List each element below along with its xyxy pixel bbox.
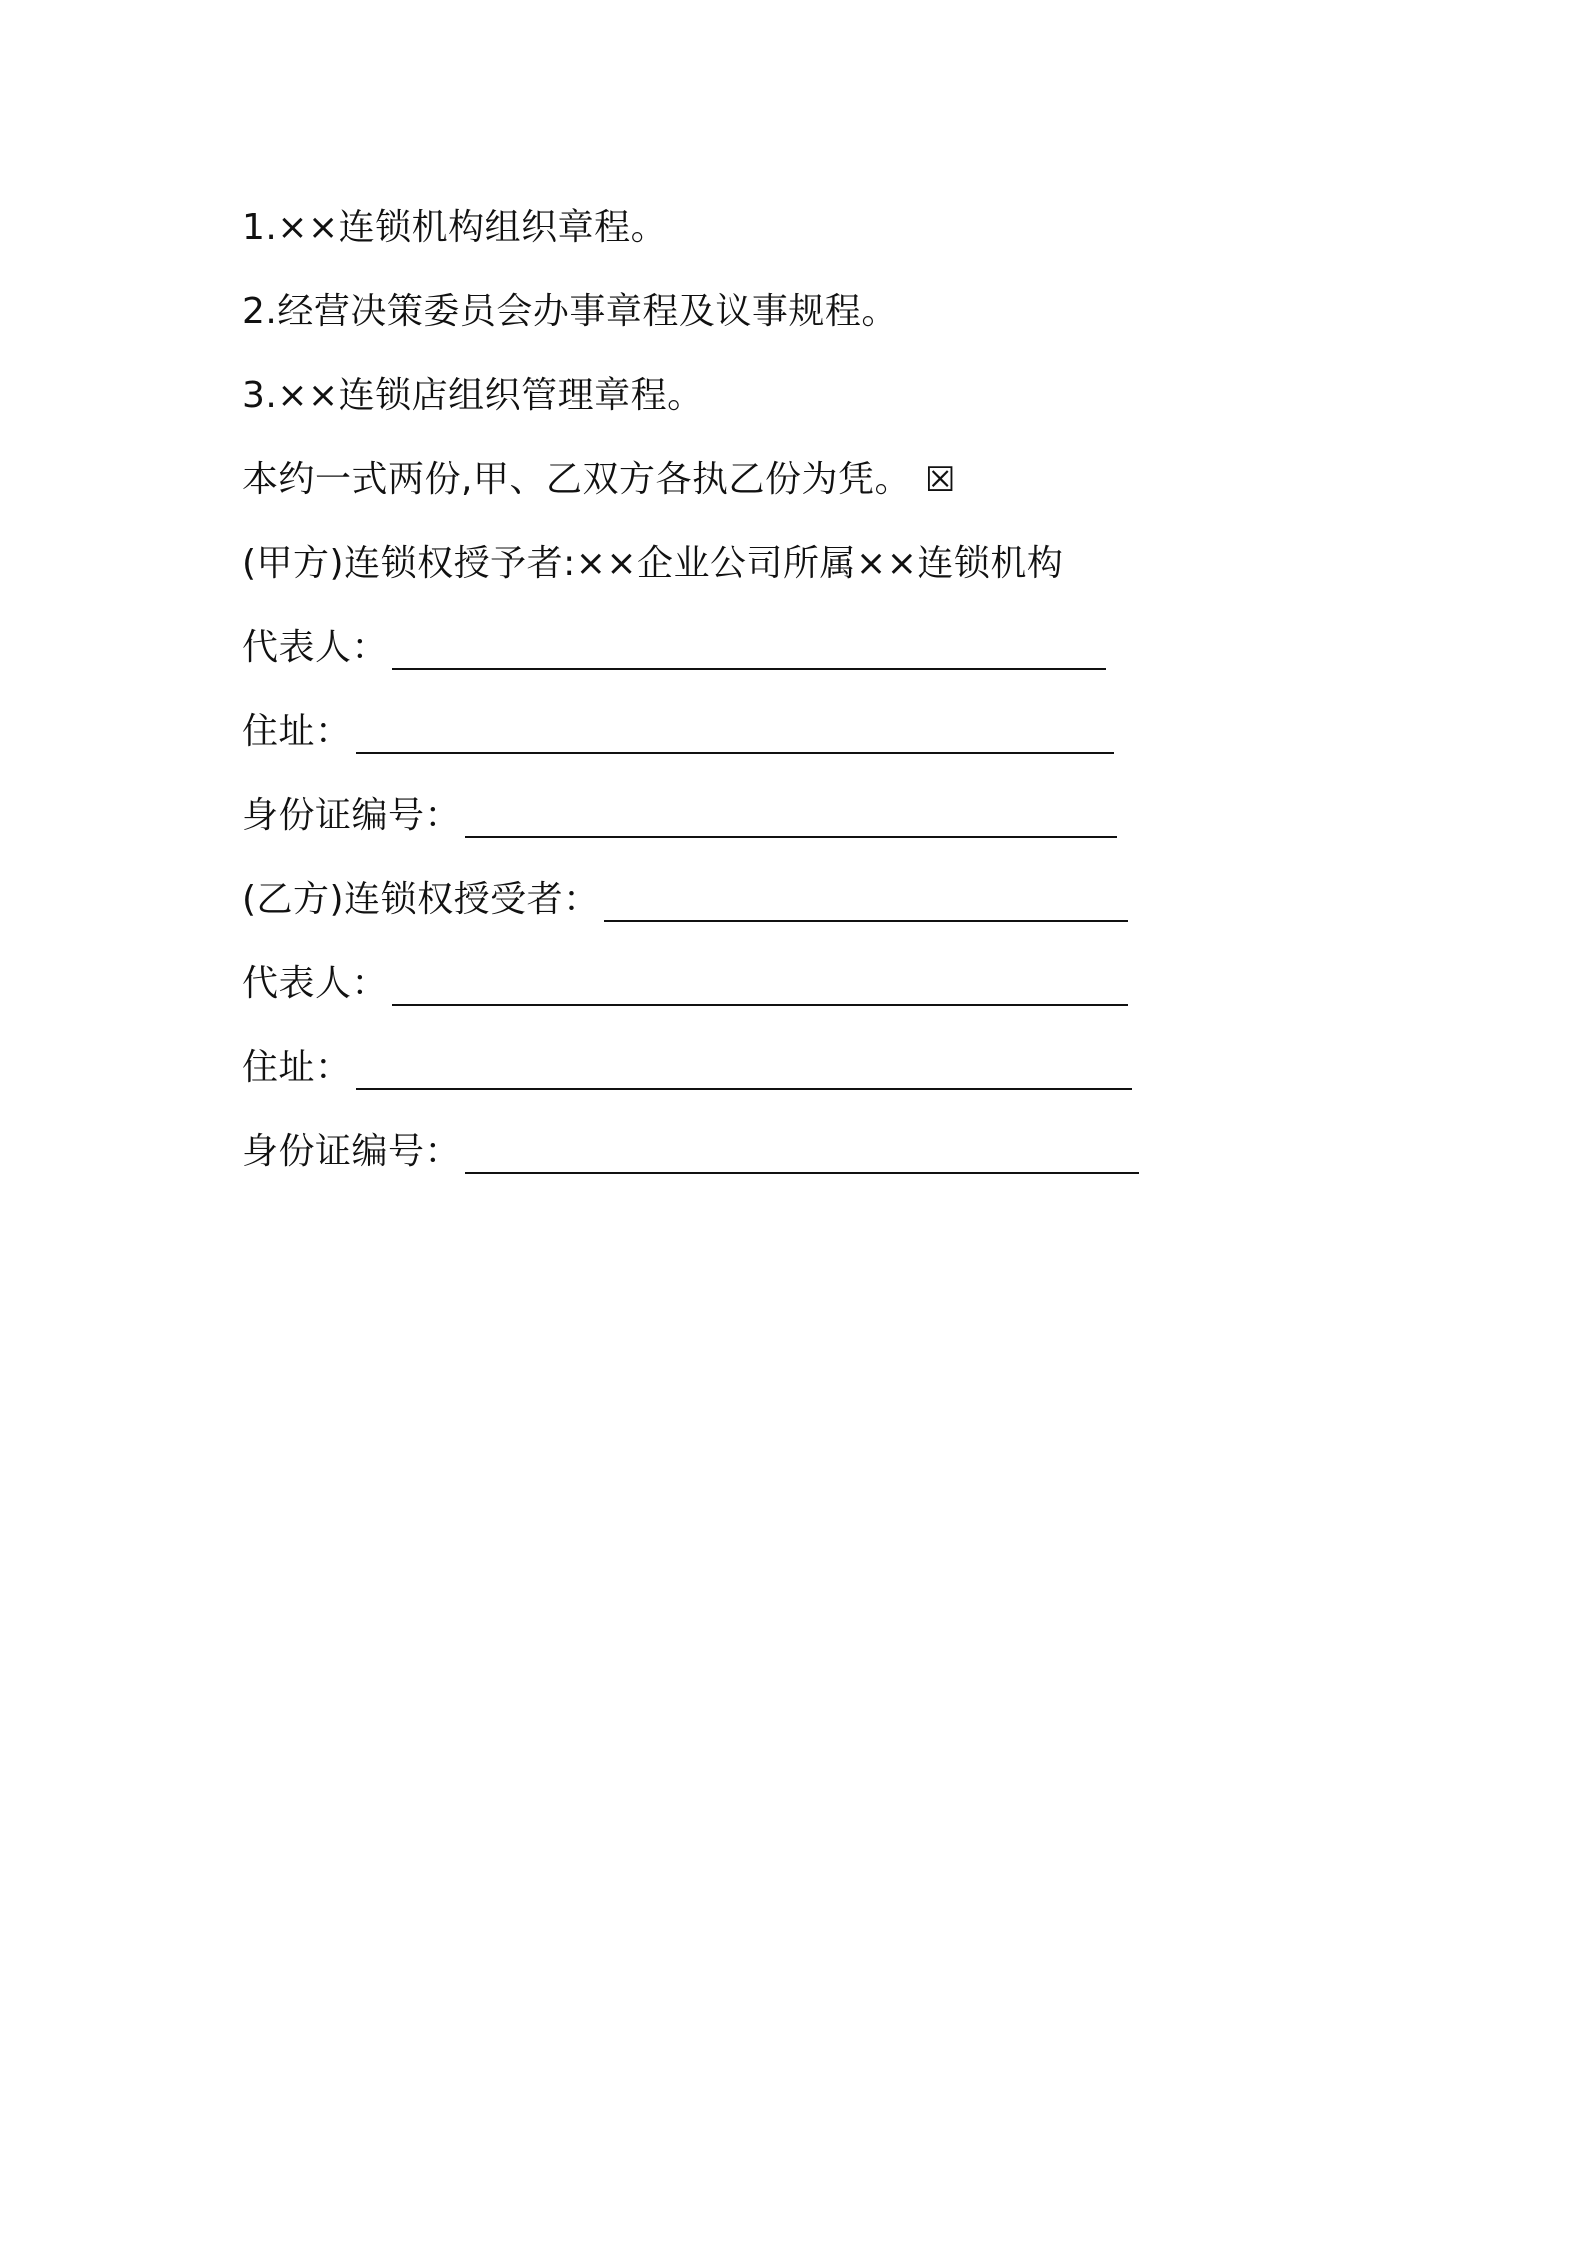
party-a-address-row — [242, 710, 1114, 754]
party-b-representative-label: 代表人： — [242, 963, 389, 1004]
party-b-title-label: (乙方)连锁权授受者： — [242, 879, 600, 920]
party-a-id-row — [242, 794, 1117, 838]
party-b-id-blank — [465, 1134, 1139, 1174]
party-a-title: (甲方)连锁权授予者:××企业公司所属××连锁机构 — [242, 543, 1064, 584]
party-a-address-blank — [356, 714, 1114, 754]
party-b-representative-row — [242, 962, 1128, 1006]
party-b-representative-blank — [392, 966, 1128, 1006]
missing-glyph-box-icon: ☒ — [924, 460, 956, 500]
party-a-id-blank — [465, 798, 1117, 838]
copies-statement: 本约一式两份,甲、乙双方各执乙份为凭。 — [242, 459, 911, 500]
party-a-id-label: 身份证编号： — [242, 795, 462, 836]
attachment-item-3: 3.××连锁店组织管理章程。 — [242, 375, 704, 416]
copies-statement-line — [242, 458, 956, 502]
attachment-item-1: 1.××连锁机构组织章程。 — [242, 207, 668, 248]
party-b-title-row — [242, 878, 1128, 922]
attachment-item-2: 2.经营决策委员会办事章程及议事规程。 — [242, 291, 898, 332]
party-b-title-blank — [604, 882, 1128, 922]
party-a-representative-row — [242, 626, 1106, 670]
party-b-address-blank — [356, 1050, 1132, 1090]
party-b-id-row — [242, 1130, 1139, 1174]
party-b-id-label: 身份证编号： — [242, 1131, 462, 1172]
party-b-address-label: 住址： — [242, 1047, 352, 1088]
party-a-representative-blank — [392, 630, 1106, 670]
party-b-address-row — [242, 1046, 1132, 1090]
party-a-address-label: 住址： — [242, 711, 352, 752]
party-a-representative-label: 代表人： — [242, 627, 389, 668]
